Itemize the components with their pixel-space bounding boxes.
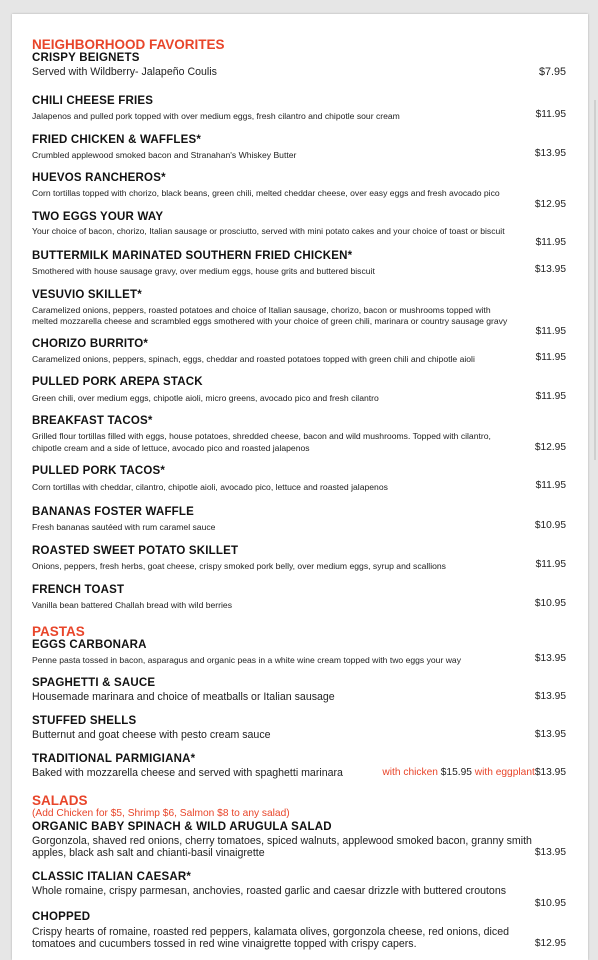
- item-title-buttermilk-chicken: BUTTERMILK MARINATED SOUTHERN FRIED CHICKEN*: [32, 250, 353, 262]
- item-desc-caesar: Whole romaine, crispy parmesan, anchovies, roasted garlic and caesar drizzle with buttered croutons: [32, 885, 507, 897]
- item-price-arepa: $11.95: [535, 391, 566, 402]
- item-title-burrito: CHORIZO BURRITO*: [32, 338, 149, 350]
- item-desc-breakfast-tacos-line2: chipotle cream and a side of lettuce, avocado pico and roasted jalapenos: [32, 443, 310, 453]
- item-desc-rancheros: Corn tortillas topped with chorizo, black beans, green chili, melted cheddar cheese, over easy eggs and fresh avocado pico: [32, 188, 500, 198]
- item-price-chicken-waffles: $13.95: [534, 148, 566, 159]
- item-price-pork-tacos: $11.95: [535, 480, 566, 491]
- item-price-breakfast-tacos: $12.95: [534, 442, 566, 453]
- item-desc-buttermilk-chicken: Smothered with house sausage gravy, over medium eggs, house grits and buttered biscuit: [32, 266, 375, 276]
- item-price-stuffed-shells: $13.95: [534, 729, 566, 740]
- item-price-rancheros: $12.95: [534, 199, 566, 210]
- item-desc-vesuvio-line1: Caramelized onions, peppers, roasted potatoes and choice of Italian sausage, chorizo, bacon or mushrooms topped with: [32, 305, 491, 315]
- item-desc-chopped-line1: Crispy hearts of romaine, roasted red peppers, kalamata olives, gorgonzola cheese, red onions, diced: [32, 926, 509, 938]
- scrollbar[interactable]: [594, 100, 596, 460]
- item-title-chopped: CHOPPED: [32, 911, 91, 923]
- item-desc-spinach-salad-line1: Gorgonzola, shaved red onions, cherry tomatoes, spiced walnuts, applewood smoked bacon, granny smith: [32, 835, 532, 847]
- item-title-carbonara: EGGS CARBONARA: [32, 639, 147, 651]
- item-desc-chopped-line2: tomatoes and cucumbers tossed in red wine vinaigrette topped with crispy capers.: [32, 938, 417, 950]
- item-title-beignets: CRISPY BEIGNETS: [32, 52, 140, 64]
- item-desc-pork-tacos: Corn tortillas with cheddar, cilantro, chipotle aioli, avocado pico, lettuce and roasted jalapenos: [32, 482, 388, 492]
- item-title-breakfast-tacos: BREAKFAST TACOS*: [32, 415, 153, 427]
- item-title-parmigiana: TRADITIONAL PARMIGIANA*: [32, 753, 196, 765]
- item-title-arepa: PULLED PORK AREPA STACK: [32, 376, 203, 388]
- item-title-two-eggs: TWO EGGS YOUR WAY: [32, 211, 164, 223]
- item-desc-two-eggs: Your choice of bacon, chorizo, Italian sausage or prosciutto, served with mini potato cakes and your choice of toast or biscuit: [32, 226, 505, 236]
- item-desc-carbonara: Penne pasta tossed in bacon, asparagus and organic peas in a white wine cream topped with two eggs your way: [32, 655, 461, 665]
- item-desc-french-toast: Vanilla bean battered Challah bread with wild berries: [32, 600, 233, 610]
- item-desc-burrito: Caramelized onions, peppers, spinach, eggs, cheddar and roasted potatoes topped with green chili and chipotle aioli: [32, 354, 475, 364]
- parmigiana-chicken-price: $15.95: [440, 767, 472, 778]
- parmigiana-chicken-label: with chicken: [382, 767, 438, 778]
- item-desc-spinach-salad-line2: apples, black ash salt and chianti-basil vinaigrette: [32, 847, 265, 859]
- item-desc-parmigiana: Baked with mozzarella cheese and served with spaghetti marinara: [32, 767, 343, 779]
- parmigiana-eggplant-label: with eggplant: [474, 767, 535, 778]
- item-price-burrito: $11.95: [535, 352, 566, 363]
- parmigiana-eggplant-price: $13.95: [534, 767, 566, 778]
- item-price-buttermilk-chicken: $13.95: [534, 264, 566, 275]
- item-title-spaghetti: SPAGHETTI & SAUCE: [32, 677, 156, 689]
- item-title-rancheros: HUEVOS RANCHEROS*: [32, 172, 166, 184]
- item-desc-chicken-waffles: Crumbled applewood smoked bacon and Stranahan's Whiskey Butter: [32, 150, 297, 160]
- item-price-chopped: $12.95: [534, 938, 566, 949]
- item-price-chili-fries: $11.95: [535, 109, 566, 120]
- salads-add-protein-note: (Add Chicken for $5, Shrimp $6, Salmon $8 to any salad): [32, 808, 290, 819]
- item-title-vesuvio: VESUVIO SKILLET*: [32, 289, 142, 301]
- item-price-sweet-potato: $11.95: [535, 559, 566, 570]
- item-price-french-toast: $10.95: [534, 598, 566, 609]
- section-heading-salads: SALADS: [32, 793, 88, 808]
- item-price-two-eggs: $11.95: [535, 237, 566, 248]
- item-price-bananas-waffle: $10.95: [534, 520, 566, 531]
- section-heading-pastas: PASTAS: [32, 624, 85, 639]
- item-desc-breakfast-tacos-line1: Grilled flour tortillas filled with eggs, house potatoes, shredded cheese, bacon and wild mushrooms. Topped with cilantro,: [32, 431, 491, 441]
- item-desc-chili-fries: Jalapenos and pulled pork topped with over medium eggs, fresh cilantro and chipotle sour cream: [32, 111, 400, 121]
- item-title-french-toast: FRENCH TOAST: [32, 584, 125, 596]
- item-price-carbonara: $13.95: [534, 653, 566, 664]
- item-price-parmigiana: [382, 767, 566, 778]
- item-desc-stuffed-shells: Butternut and goat cheese with pesto cream sauce: [32, 729, 271, 741]
- item-desc-beignets: Served with Wildberry- Jalapeño Coulis: [32, 66, 217, 78]
- item-desc-vesuvio-line2: melted mozzarella cheese and scrambled eggs smothered with your choice of green chili, marinara or country sausage gravy: [32, 316, 508, 326]
- item-desc-spaghetti: Housemade marinara and choice of meatballs or Italian sausage: [32, 691, 335, 703]
- item-title-bananas-waffle: BANANAS FOSTER WAFFLE: [32, 506, 194, 518]
- item-price-spaghetti: $13.95: [534, 691, 566, 702]
- item-title-pork-tacos: PULLED PORK TACOS*: [32, 465, 166, 477]
- item-title-chili-fries: CHILI CHEESE FRIES: [32, 95, 154, 107]
- item-desc-arepa: Green chili, over medium eggs, chipotle aioli, micro greens, avocado pico and fresh cilantro: [32, 393, 379, 403]
- item-title-sweet-potato: ROASTED SWEET POTATO SKILLET: [32, 545, 239, 557]
- item-desc-sweet-potato: Onions, peppers, fresh herbs, goat cheese, crispy smoked pork belly, over medium eggs, syrup and scallions: [32, 561, 446, 571]
- item-desc-bananas-waffle: Fresh bananas sautéed with rum caramel sauce: [32, 522, 216, 532]
- item-price-beignets: $7.95: [538, 66, 566, 78]
- item-price-vesuvio: $11.95: [535, 326, 566, 337]
- section-heading-favorites: NEIGHBORHOOD FAVORITES: [32, 37, 225, 52]
- item-price-caesar: $10.95: [534, 898, 566, 909]
- item-title-caesar: CLASSIC ITALIAN CAESAR*: [32, 871, 192, 883]
- item-price-spinach-salad: $13.95: [534, 847, 566, 858]
- item-title-stuffed-shells: STUFFED SHELLS: [32, 715, 137, 727]
- item-title-spinach-salad: ORGANIC BABY SPINACH & WILD ARUGULA SALAD: [32, 821, 332, 833]
- item-title-chicken-waffles: FRIED CHICKEN & WAFFLES*: [32, 134, 201, 146]
